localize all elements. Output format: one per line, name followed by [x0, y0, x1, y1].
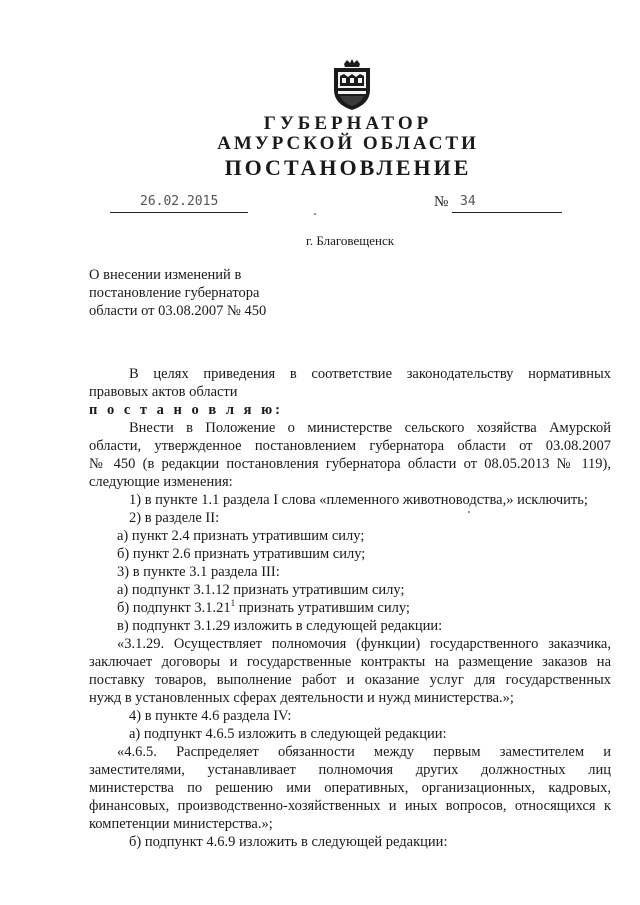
body-line: финансовых, производственно-хозяйственных и иных вопросов, относящихся к: [89, 798, 611, 814]
subject-line: области от 03.08.2007 № 450: [89, 303, 267, 319]
body-line: а) подпункт 3.1.12 признать утратившим силу;: [117, 582, 405, 598]
body-text-part: признать утратившим силу;: [235, 600, 410, 616]
body-line: В целях приведения в соответствие законодательству нормативных: [129, 366, 611, 382]
body-line: в) подпункт 3.1.29 изложить в следующей редакции:: [117, 618, 443, 634]
body-line: 2) в разделе II:: [129, 510, 220, 526]
coat-of-arms-emblem: [330, 58, 374, 112]
body-line: нужд в установленных сферах деятельности и нужд министерства.»;: [89, 690, 514, 706]
header-title-governor: ГУБЕРНАТОР: [263, 113, 433, 134]
number-field: [452, 194, 562, 213]
header-doc-type: ПОСТАНОВЛЕНИЕ: [224, 155, 472, 180]
body-line: б) подпункт 4.6.9 изложить в следующей редакции:: [129, 834, 448, 850]
body-line: следующие изменения:: [89, 474, 233, 490]
body-line: заключает договоры и государственные контракты на размещение заказов на: [89, 654, 611, 670]
number-value: 34: [460, 194, 476, 209]
body-line: заместителями, устанавливает полномочия других должностных лиц: [89, 762, 611, 778]
superscript: 1: [230, 598, 236, 609]
body-line: правовых актов области: [89, 384, 238, 400]
body-line: б) пункт 2.6 признать утратившим силу;: [117, 546, 366, 562]
decree-word: п о с т а н о в л я ю:: [89, 402, 283, 418]
body-line: «4.6.5. Распределяет обязанности между первым заместителем и: [117, 744, 611, 760]
scan-speck: [314, 213, 316, 215]
date-value: 26.02.2015: [140, 194, 219, 209]
body-line: 4) в пункте 4.6 раздела IV:: [129, 708, 292, 724]
body-line: «3.1.29. Осуществляет полномочия (функции) государственного заказчика,: [117, 636, 611, 652]
body-line: 3) в пункте 3.1 раздела III:: [117, 564, 280, 580]
date-field: [110, 194, 248, 213]
body-line: министерства по решению ими оперативных, организационных, кадровых,: [89, 780, 611, 796]
subject-line: постановление губернатора: [89, 285, 260, 301]
body-line: области, утвержденное постановлением губернатора области от 03.08.2007: [89, 438, 611, 454]
body-line: а) подпункт 4.6.5 изложить в следующей редакции:: [129, 726, 447, 742]
body-line: 1) в пункте 1.1 раздела I слова «племенного животноводства,» исключить;: [129, 492, 588, 508]
number-sign: №: [434, 194, 449, 210]
body-text-part: б) подпункт 3.1.21: [117, 600, 231, 616]
city-line: г. Благовещенск: [305, 233, 395, 248]
body-line: Внести в Положение о министерстве сельского хозяйства Амурской: [129, 420, 611, 436]
body-line: компетенции министерства.»;: [89, 816, 273, 832]
body-line: а) пункт 2.4 признать утратившим силу;: [117, 528, 365, 544]
subject-block: [89, 266, 266, 320]
body-line: [89, 599, 611, 617]
body-line: № 450 (в редакции постановления губернатора области от 08.05.2013 № 119),: [89, 456, 611, 472]
header-title-region: АМУРСКОЙ ОБЛАСТИ: [217, 133, 479, 154]
scan-speck: [468, 511, 470, 513]
body-text: [89, 365, 611, 851]
subject-line: О внесении изменений в: [89, 267, 242, 283]
body-line: поставку товаров, выполнение работ и оказание услуг для государственных: [89, 672, 611, 688]
